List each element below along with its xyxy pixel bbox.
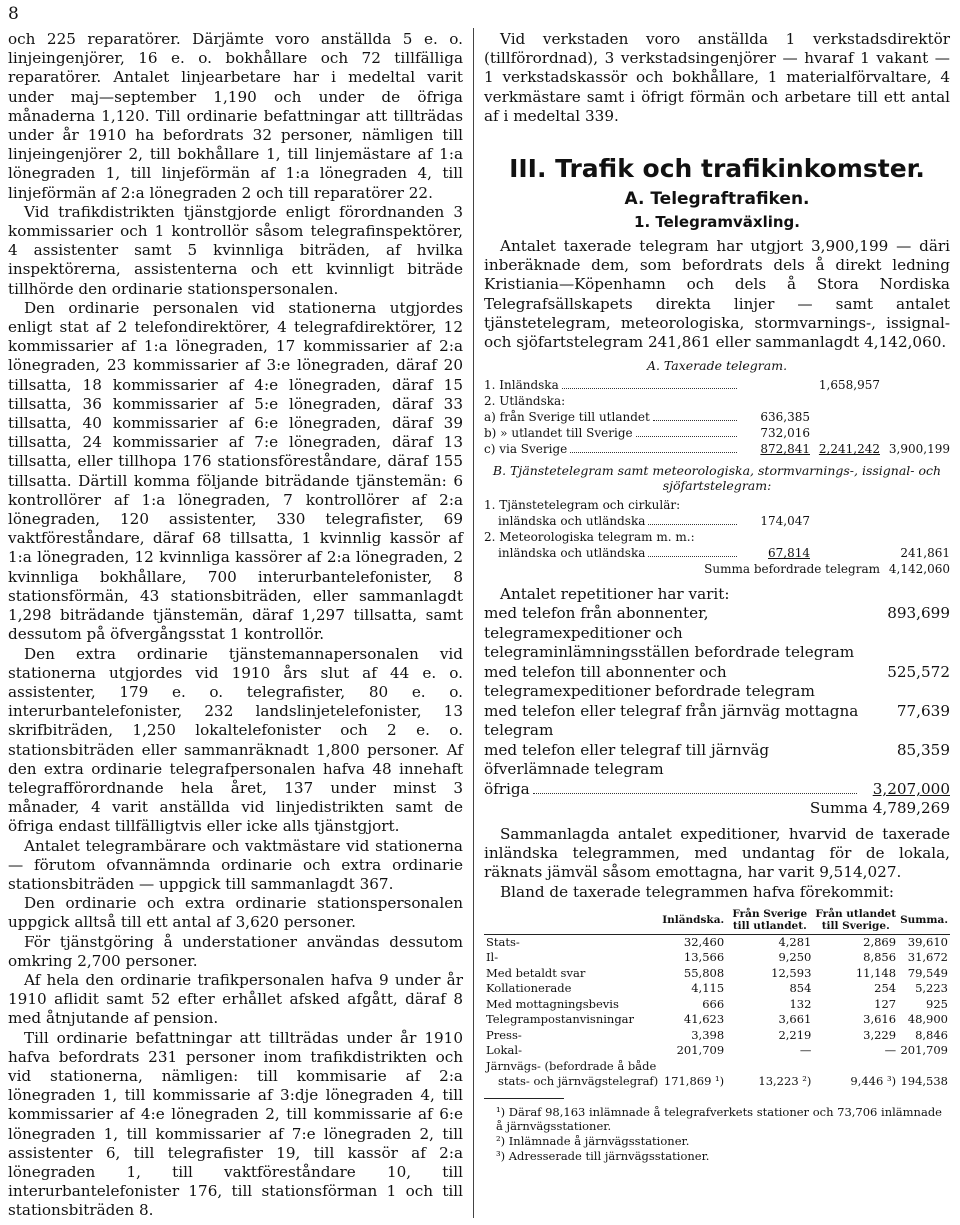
paragraph: Af hela den ordinarie trafikpersonalen hafva 9 under år 1910 aflidit samt 52 efter erhållet afsked afgått, däraf 8 med åtnjutande af pension. <box>8 970 463 1028</box>
table-row: Kollationerade 4,115 854 254 5,223 <box>486 981 948 996</box>
list-row: 1. Tjänstetelegram och cirkulär: <box>484 498 681 513</box>
list-row: a) från Sverige till utlandet 636,385 <box>484 410 810 425</box>
subsubsection-title: 1. Telegramväxling. <box>634 213 800 232</box>
paragraph: Till ordinarie befattningar att tillträdas under år 1910 hafva befordrats 231 personer inom trafikdistrikten och vid stationerna, nämligen: till kommisarie af 2:a lönegraden 1, till kommissarie af 3:dje lönegraden 4, till kommissarier af 4:e lönegraden 2, till kommissarie af 6:e lönegraden 1, till kommissarier af 7:e lönegraden 2, till assistenter 6, till telegrafister 19, till kassör af 2:a lönegraden 1, till vaktföreståndare 10, till interurbantelefonister 176, till stationsförman 1 och till stationsbiträden 8. <box>8 1028 463 1220</box>
list-row: 1. Inländska 1,658,957 <box>484 378 880 393</box>
table-row: Lokal- 201,709 — — 201,709 <box>486 1043 948 1058</box>
list-row: c) via Sverige 872,841 2,241,242 3,900,199 <box>484 442 950 457</box>
table-header: Inländska. Från Sverige till utlandet. Från utlandet till Sverige. Summa. <box>484 906 950 935</box>
paragraph: Antalet telegrambärare och vaktmästare vid stationerna — förutom ofvannämnda ordinarie och extra ordinarie stationsbiträden — uppgick till sammanlagdt 367. <box>8 836 463 893</box>
right-column <box>484 30 950 1163</box>
table-row: Press- 3,398 2,219 3,229 8,846 <box>486 1027 948 1042</box>
table-row: Telegrampostanvisningar 41,623 3,661 3,616 48,900 <box>486 1012 948 1027</box>
list-row: inländska och utländska 67,814 241,861 <box>498 546 950 561</box>
table-intro: Bland de taxerade telegrammen hafva förekommit: <box>500 882 895 901</box>
paragraph: Vid trafikdistrikten tjänstgjorde enligt förordnanden 3 kommissarier och 1 kontrollör såsom telegrafinspektörer, 4 assistenter samt 5 kvinnliga biträden, af hvilka inspektörerna, assistenterna och ett kvinnligt biträde tillhörde den ordinarie stationspersonalen. <box>8 202 463 298</box>
paragraph: För tjänstgöring å understationer användas dessutom omkring 2,700 personer. <box>8 932 463 970</box>
repetition-row: med telefon eller telegraf till järnväg öfverlämnade telegram 85,359 <box>484 740 950 779</box>
repetition-intro: Antalet repetitioner har varit: <box>500 585 730 604</box>
telegram-table <box>484 906 950 1090</box>
list-row: 2. Meteorologiska telegram m. m.: <box>484 530 695 545</box>
paragraph: och 225 reparatörer. Därjämte voro anställda 5 e. o. linjeingenjörer, 16 e. o. bokhållare och 72 tillfälliga reparatörer. Antalet linjearbetare har i medeltal varit under maj—september 1,190 och under de öfriga månaderna 1,120. Till ordinarie befattningar att tillträdas under år 1910 ha befordrats 32 personer, nämligen till linjeingenjörer 2, till bokhållare 1, till linjemästare af 1:a lönegraden 1, till linjeförmän af 1:a lönegraden 4, till linjeförmän af 2:a lönegraden 2 och till reparatörer 22. <box>8 30 463 202</box>
footnote: ¹) Däraf 98,163 inlämnade å telegrafverkets stationer och 73,706 inlämnade å järnvägsstationer. <box>496 1104 942 1133</box>
footnote-rule <box>484 1098 564 1099</box>
repetition-row: med telefon eller telegraf från järnväg mottagna telegram 77,639 <box>484 701 950 740</box>
repetition-total: Summa 4,789,269 <box>809 799 950 818</box>
table-row: Med mottagningsbevis 666 132 127 925 <box>486 996 948 1011</box>
repetition-row: med telefon från abonnenter, telegramexpeditioner och telegraminlämningsställen befordrade telegram 893,699 <box>484 604 950 662</box>
list-row: 2. Utländska: <box>484 394 566 409</box>
summa-row: Summa befordrade telegram 4,142,060 <box>704 562 950 577</box>
footnote: ²) Inlämnade å järnvägsstationer. <box>496 1133 690 1148</box>
left-column <box>8 30 463 1221</box>
table-row: Stats- 32,460 4,281 2,869 39,610 <box>486 934 948 949</box>
paragraph: Den ordinarie och extra ordinarie stationspersonalen uppgick alltså till ett antal af 3,620 personer. <box>8 894 463 932</box>
list-row: b) » utlandet till Sverige 732,016 <box>484 426 810 441</box>
repetition-row: öfriga 3,207,000 <box>484 779 950 798</box>
section-b-title: B. Tjänstetelegram samt meteorologiska, stormvarnings-, issignal- och sjöfartstelegram: <box>492 463 942 494</box>
repetition-row: med telefon till abonnenter och telegramexpeditioner befordrade telegram 525,572 <box>484 662 950 701</box>
column-divider <box>473 28 474 1218</box>
table-row: Med betaldt svar 55,808 12,593 11,148 79,549 <box>486 965 948 980</box>
workshop-paragraph: Vid verkstaden voro anställda 1 verkstadsdirektör (tillförordnad), 3 verkstadsingenjörer — hvaraf 1 vakant — 1 verkstadskassör och bokhållare, 1 materialförvaltare, 4 verkmästare samt i öfrigt förmän och arbetare till ett antal af i medeltal 339. <box>484 30 950 125</box>
table-row: Järnvägs- (befordrade å både <box>486 1058 657 1073</box>
table-row: stats- och järnvägstelegraf) 171,869 ¹) 13,223 ²) 9,446 ³) 194,538 <box>498 1074 948 1089</box>
subsection-title: A. Telegraftrafiken. <box>624 189 810 210</box>
expedition-paragraph: Sammanlagda antalet expeditioner, hvarvid de taxerade inländska telegrammen, med undantag för de lokala, räknats jämväl såsom emottagna, har varit 9,514,027. <box>484 824 950 882</box>
section-a-title: A. Taxerade telegram. <box>646 358 788 374</box>
paragraph: Den extra ordinarie tjänstemannapersonalen vid stationerna utgjordes vid 1910 års slut af 44 e. o. assistenter, 179 e. o. telegrafister, 80 e. o. interurbantelefonister, 232 landslinjetelefonister, 13 skrifbiträden, 1,250 lokaltelefonister och 2 e. o. stationsbiträden eller sammanräknadt 1,800 personer. Af den extra ordinarie telegrafpersonalen hafva 48 innehaft telegrafförordnande hela året, 137 under minst 3 månader, 4 varit anställda vid linjedistrikten samt de öfriga endast tillfälligtvis eller icke alls tjänstgjort. <box>8 644 463 836</box>
telegram-paragraph: Antalet taxerade telegram har utgjort 3,900,199 — däri inberäknade dem, som befordrats dels å direkt ledning Kristiania—Köpenhamn och dels å Stora Nordiska Telegrafsällskapets direkta linjer — samt antalet tjänstetelegram, meteorologiska, stormvarnings-, issignal- och sjöfartstelegram 241,861 eller sammanlagdt 4,142,060. <box>484 237 950 352</box>
table-row: Il- 13,566 9,250 8,856 31,672 <box>486 950 948 965</box>
page-number: 8 <box>8 4 19 24</box>
section-title: III. Trafik och trafikinkomster. <box>509 154 925 184</box>
paragraph: Den ordinarie personalen vid stationerna utgjordes enligt stat af 2 telefondirektörer, 4 telegrafdirektörer, 12 kommissarier af 1:a lönegraden, 17 kommissarier af 2:a lönegraden, 23 kommissarier af 3:e lönegraden, däraf 20 tillsatta, 18 kommissarier af 4:e lönegraden, däraf 15 tillsatta, 36 kommissarier af 5:e lönegraden, däraf 33 tillsatta, 40 kommissarier af 6:e lönegraden, däraf 39 tillsatta, 24 kommissarier af 7:e lönegraden, däraf 13 tillsatta, eller tillhopa 176 stationsföreståndare, däraf 155 tillsatta. Därtill komma följande biträdande tjänstemän: 6 kontrollörer af 1:a lönegraden, 7 kontrollörer af 2:a lönegraden, 120 assistenter, 330 telegrafister, 69 vaktföreståndare, däraf 68 tillsatta, 1 kvinnlig kassör af 1:a lönegraden, 12 kvinnliga kassörer af 2:a lönegraden, 2 kvinnliga bokhållare, 700 interurbantelefonister, 8 stationsförmän, 43 stationsbiträden, eller sammanlagdt 1,298 biträdande tjänstemän, däraf 1,297 tillsatta, samt dessutom på öfvergångsstat 1 kontrollör. <box>8 298 463 644</box>
footnote: ³) Adresserade till järnvägsstationer. <box>496 1148 710 1163</box>
list-row: inländska och utländska 174,047 <box>498 514 810 529</box>
